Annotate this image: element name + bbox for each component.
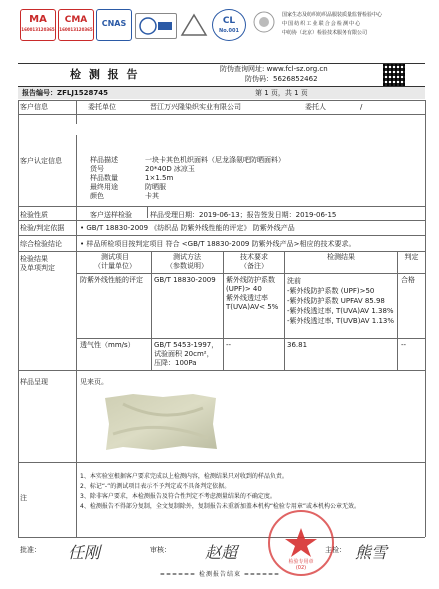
final-use-label: 最终用途 xyxy=(90,183,118,191)
testing-mark-icon xyxy=(180,13,208,37)
check-nature-label: 检验性质 xyxy=(20,211,48,219)
result-row-2-req: -- xyxy=(226,341,232,349)
main-inspector-signature: 熊雪 xyxy=(355,543,388,562)
sample-fabric-image xyxy=(103,394,218,451)
org-line-1: 国家生态及纺织纺织品服装质量监督检验中心 xyxy=(282,12,383,18)
notes-label: 注 xyxy=(20,494,27,502)
results-label xyxy=(20,255,55,273)
inspection-seal xyxy=(266,508,336,578)
report-end-text: ====== 检测报告结束 ====== xyxy=(159,571,281,578)
result-row-2-method: GB/T 5453-1997， 试验面积 20cm²， 压降：100Pa xyxy=(154,341,219,367)
org-emblem xyxy=(252,10,276,40)
result-row-1-result: 洗前 -紫外线防护系数 (UPF)>50 -紫外线防护系数 UPFAV 85.98 -紫外线透过率, T(UVA)AV 1.38% -紫外线透过率, T(UVB)AV 1.13% xyxy=(287,277,395,325)
org-name xyxy=(282,11,432,38)
sample-photo-label: 样品呈现 xyxy=(20,378,48,386)
note-2: 2、标记“-”的测试项目表示不予判定或不具备判定依据。 xyxy=(80,483,231,490)
result-row-2-judge: -- xyxy=(401,341,407,349)
org-line-3: 中纺协（北京）检验技术服务有限公司 xyxy=(282,30,368,36)
review-label: 审核： xyxy=(150,546,171,554)
org-line-2: 中国纺织工业联合会检测中心 xyxy=(282,21,362,27)
result-row-1-judge: 合格 xyxy=(401,276,415,284)
report-number: 报告编号：ZFLJ1528745 xyxy=(22,89,109,97)
cma-logo: CMA 160013120365 xyxy=(58,9,94,41)
results-label-line-1: 检验结果 xyxy=(20,255,48,263)
confirm-values xyxy=(145,156,285,201)
cnas-logo: CNAS xyxy=(96,9,132,41)
results-label-line-2: 及单项判定 xyxy=(20,264,55,272)
conclusion-value: • 样品所检项目按判定项目 符合 <GB/T 18830-2009 防紫外线产品>相应的技术要求。 xyxy=(80,240,356,248)
emblem-icon xyxy=(252,10,276,40)
check-nature-value: 客户送样检验 xyxy=(90,211,132,219)
client-person-label: 委托人 xyxy=(305,103,326,111)
query-url: 防伪查询网址: www.fcl-sz.org.cn xyxy=(220,65,328,73)
check-dates: 样品受理日期：2019-06-13；报告签发日期：2019-06-15 xyxy=(150,211,337,219)
result-row-1-item: 防紫外线性能的评定 xyxy=(80,276,143,284)
item-no-value: 20*40D 冰凉玉 xyxy=(145,165,195,173)
color-value: 卡其 xyxy=(145,192,159,200)
confirm-info-label: 客户认定信息 xyxy=(20,157,62,165)
sample-qty-label: 样品数量 xyxy=(90,174,118,182)
testing-logo xyxy=(180,13,208,37)
header-result: 检测结果 xyxy=(327,253,355,261)
cnas-mark-icon xyxy=(136,14,176,38)
qr-code[interactable] xyxy=(383,64,405,86)
result-row-2-item: 透气性（mm/s） xyxy=(80,341,135,349)
sample-desc-label: 样品描述 xyxy=(90,156,118,164)
report-title: 检 测 报 告 xyxy=(70,68,140,81)
notes-list xyxy=(80,472,420,512)
conclusion-label: 综合检验结论 xyxy=(20,240,62,248)
result-row-1-req: 紫外线防护系数 (UPF)> 40 紫外线透过率 T(UVA)AV< 5% xyxy=(226,276,279,311)
item-no-label: 货号 xyxy=(90,165,104,173)
review-signature: 赵超 xyxy=(205,543,238,562)
note-1: 1、本实验室根据客户要求完成以上检测内容，检测结果只对收到的样品负责。 xyxy=(80,473,288,480)
approve-signature: 任刚 xyxy=(68,543,101,562)
note-4: 4、检测报告不得部分复制，全文复制除外，复制报告未重新加盖本机构“检验专用章”或本机构公章无效。 xyxy=(80,503,361,510)
result-row-2-result: 36.81 xyxy=(287,341,308,349)
main-inspector-label: 主检： xyxy=(325,546,346,554)
result-row-1-method: GB/T 18830-2009 xyxy=(154,276,216,284)
anti-fake-code: 防伪码：5626852462 xyxy=(245,75,318,83)
sample-qty-value: 1×1.5m xyxy=(145,174,174,182)
client-unit-label: 委托单位 xyxy=(88,103,116,111)
header-requirement: 技术要求 （备注） xyxy=(240,253,268,270)
color-label: 颜色 xyxy=(90,192,104,200)
final-use-value: 防晒服 xyxy=(145,183,166,191)
confirm-labels xyxy=(90,156,118,201)
basis-value: • GB/T 18830-2009 《纺织品 防紫外线性能的评定》 防紫外线产品 xyxy=(80,224,295,232)
client-person-value: / xyxy=(360,103,363,111)
cl-logo: CL No.001 xyxy=(212,9,246,41)
header-item: 测试项目 （计量单位） xyxy=(94,253,136,270)
page-number: 第 1 页，共 1 页 xyxy=(255,89,308,97)
basis-label: 检验/判定依据 xyxy=(20,224,65,232)
client-unit-value: 晋江万兴隆染织实业有限公司 xyxy=(150,103,241,111)
seal-number: (02) xyxy=(295,565,307,571)
header-method: 测试方法 （参数说明） xyxy=(166,253,208,270)
sample-photo-caption: 见来页。 xyxy=(80,378,108,386)
client-info-label: 客户信息 xyxy=(20,103,48,111)
note-3: 3、除非客户要求，本检测报告及符合性判定不考虑测量结果的不确定度。 xyxy=(80,493,276,500)
cnas-accred-logo xyxy=(135,13,177,39)
seal-text: 检验专用章 xyxy=(288,559,314,565)
approve-label: 批准： xyxy=(20,546,41,554)
ma-logo: MA 160013120365 xyxy=(20,9,56,41)
sample-desc-value: 一块卡其色机织面料（尼龙涤氨吧防晒面料） xyxy=(145,156,285,164)
header-judge: 判定 xyxy=(404,253,419,261)
